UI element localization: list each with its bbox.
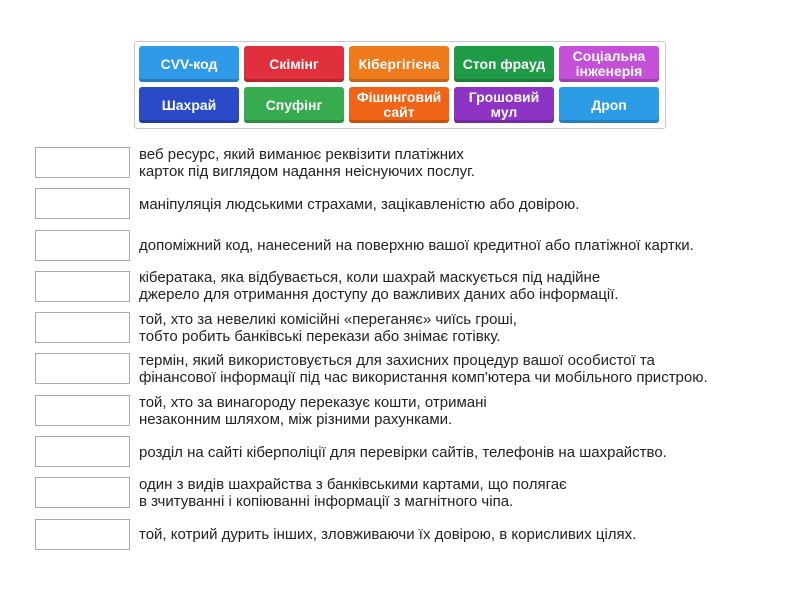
- answer-tile-3[interactable]: [349, 46, 449, 82]
- definition-text-8: розділ на сайті кіберполіції для перевірки сайтів, телефонів на шахрайство.: [139, 444, 667, 461]
- drop-slot-5[interactable]: [35, 312, 130, 343]
- definition-text-2: маніпуляція людськими страхами, зацікавленістю або довірою.: [139, 196, 580, 213]
- answer-tile-label: Кібергігієна: [358, 55, 440, 72]
- answer-tile-label: Стоп фрауд: [462, 55, 546, 72]
- drop-slot-10[interactable]: [35, 519, 130, 550]
- answer-tile-label: CVV-код: [160, 55, 218, 72]
- definition-text-3: допоміжний код, нанесений на поверхню вашої кредитної або платіжної картки.: [139, 237, 694, 254]
- answer-tile-8[interactable]: [349, 87, 449, 123]
- answer-tile-2[interactable]: [244, 46, 344, 82]
- answer-tile-label: Фішинговий сайт: [356, 89, 442, 120]
- answer-tile-label: Грошовий мул: [468, 89, 540, 120]
- definition-text-7: той, хто за винагороду переказує кошти, отримані незаконним шляхом, між різними рахунками.: [139, 394, 487, 428]
- definition-text-5: той, хто за невеликі комісійні «переганяє» чиїсь гроші, тобто робить банківські перекази або знімає готівку.: [139, 311, 517, 345]
- answer-tile-5[interactable]: [559, 46, 659, 82]
- drop-slot-4[interactable]: [35, 271, 130, 302]
- answer-tile-7[interactable]: [244, 87, 344, 123]
- drop-slot-3[interactable]: [35, 230, 130, 261]
- drop-slot-1[interactable]: [35, 147, 130, 178]
- answer-tile-9[interactable]: [454, 87, 554, 123]
- answer-tile-label: Соціальна інженерія: [572, 48, 646, 79]
- drop-slot-8[interactable]: [35, 436, 130, 467]
- answer-tile-label: Скімінг: [269, 55, 319, 72]
- definition-text-6: термін, який використовується для захисних процедур вашої особистої та фінансової інформації під час використання комп'ютера чи мобільного пристрою.: [139, 352, 708, 386]
- answer-tile-1[interactable]: [139, 46, 239, 82]
- definition-text-10: той, котрий дурить інших, зловживаючи їх довірою, в корисливих цілях.: [139, 526, 637, 543]
- answer-tile-label: Спуфінг: [265, 96, 323, 113]
- drop-slot-9[interactable]: [35, 477, 130, 508]
- definition-text-9: один з видів шахрайства з банківськими картами, що полягає в зчитуванні і копіюванні інформації з магнітного чіпа.: [139, 476, 567, 510]
- drop-slot-2[interactable]: [35, 188, 130, 219]
- answer-tile-4[interactable]: [454, 46, 554, 82]
- answer-tile-label: Дроп: [591, 96, 627, 113]
- drop-slot-6[interactable]: [35, 353, 130, 384]
- definition-text-4: кібератака, яка відбувається, коли шахрай маскується під надійне джерело для отримання доступу до важливих даних або інформації.: [139, 269, 619, 303]
- definition-text-1: веб ресурс, який виманює реквізити платіжних карток під виглядом надання неіснуючих послуг.: [139, 146, 475, 180]
- answer-tile-10[interactable]: [559, 87, 659, 123]
- drop-slot-7[interactable]: [35, 395, 130, 426]
- answer-tile-label: Шахрай: [161, 96, 217, 113]
- answer-tile-6[interactable]: [139, 87, 239, 123]
